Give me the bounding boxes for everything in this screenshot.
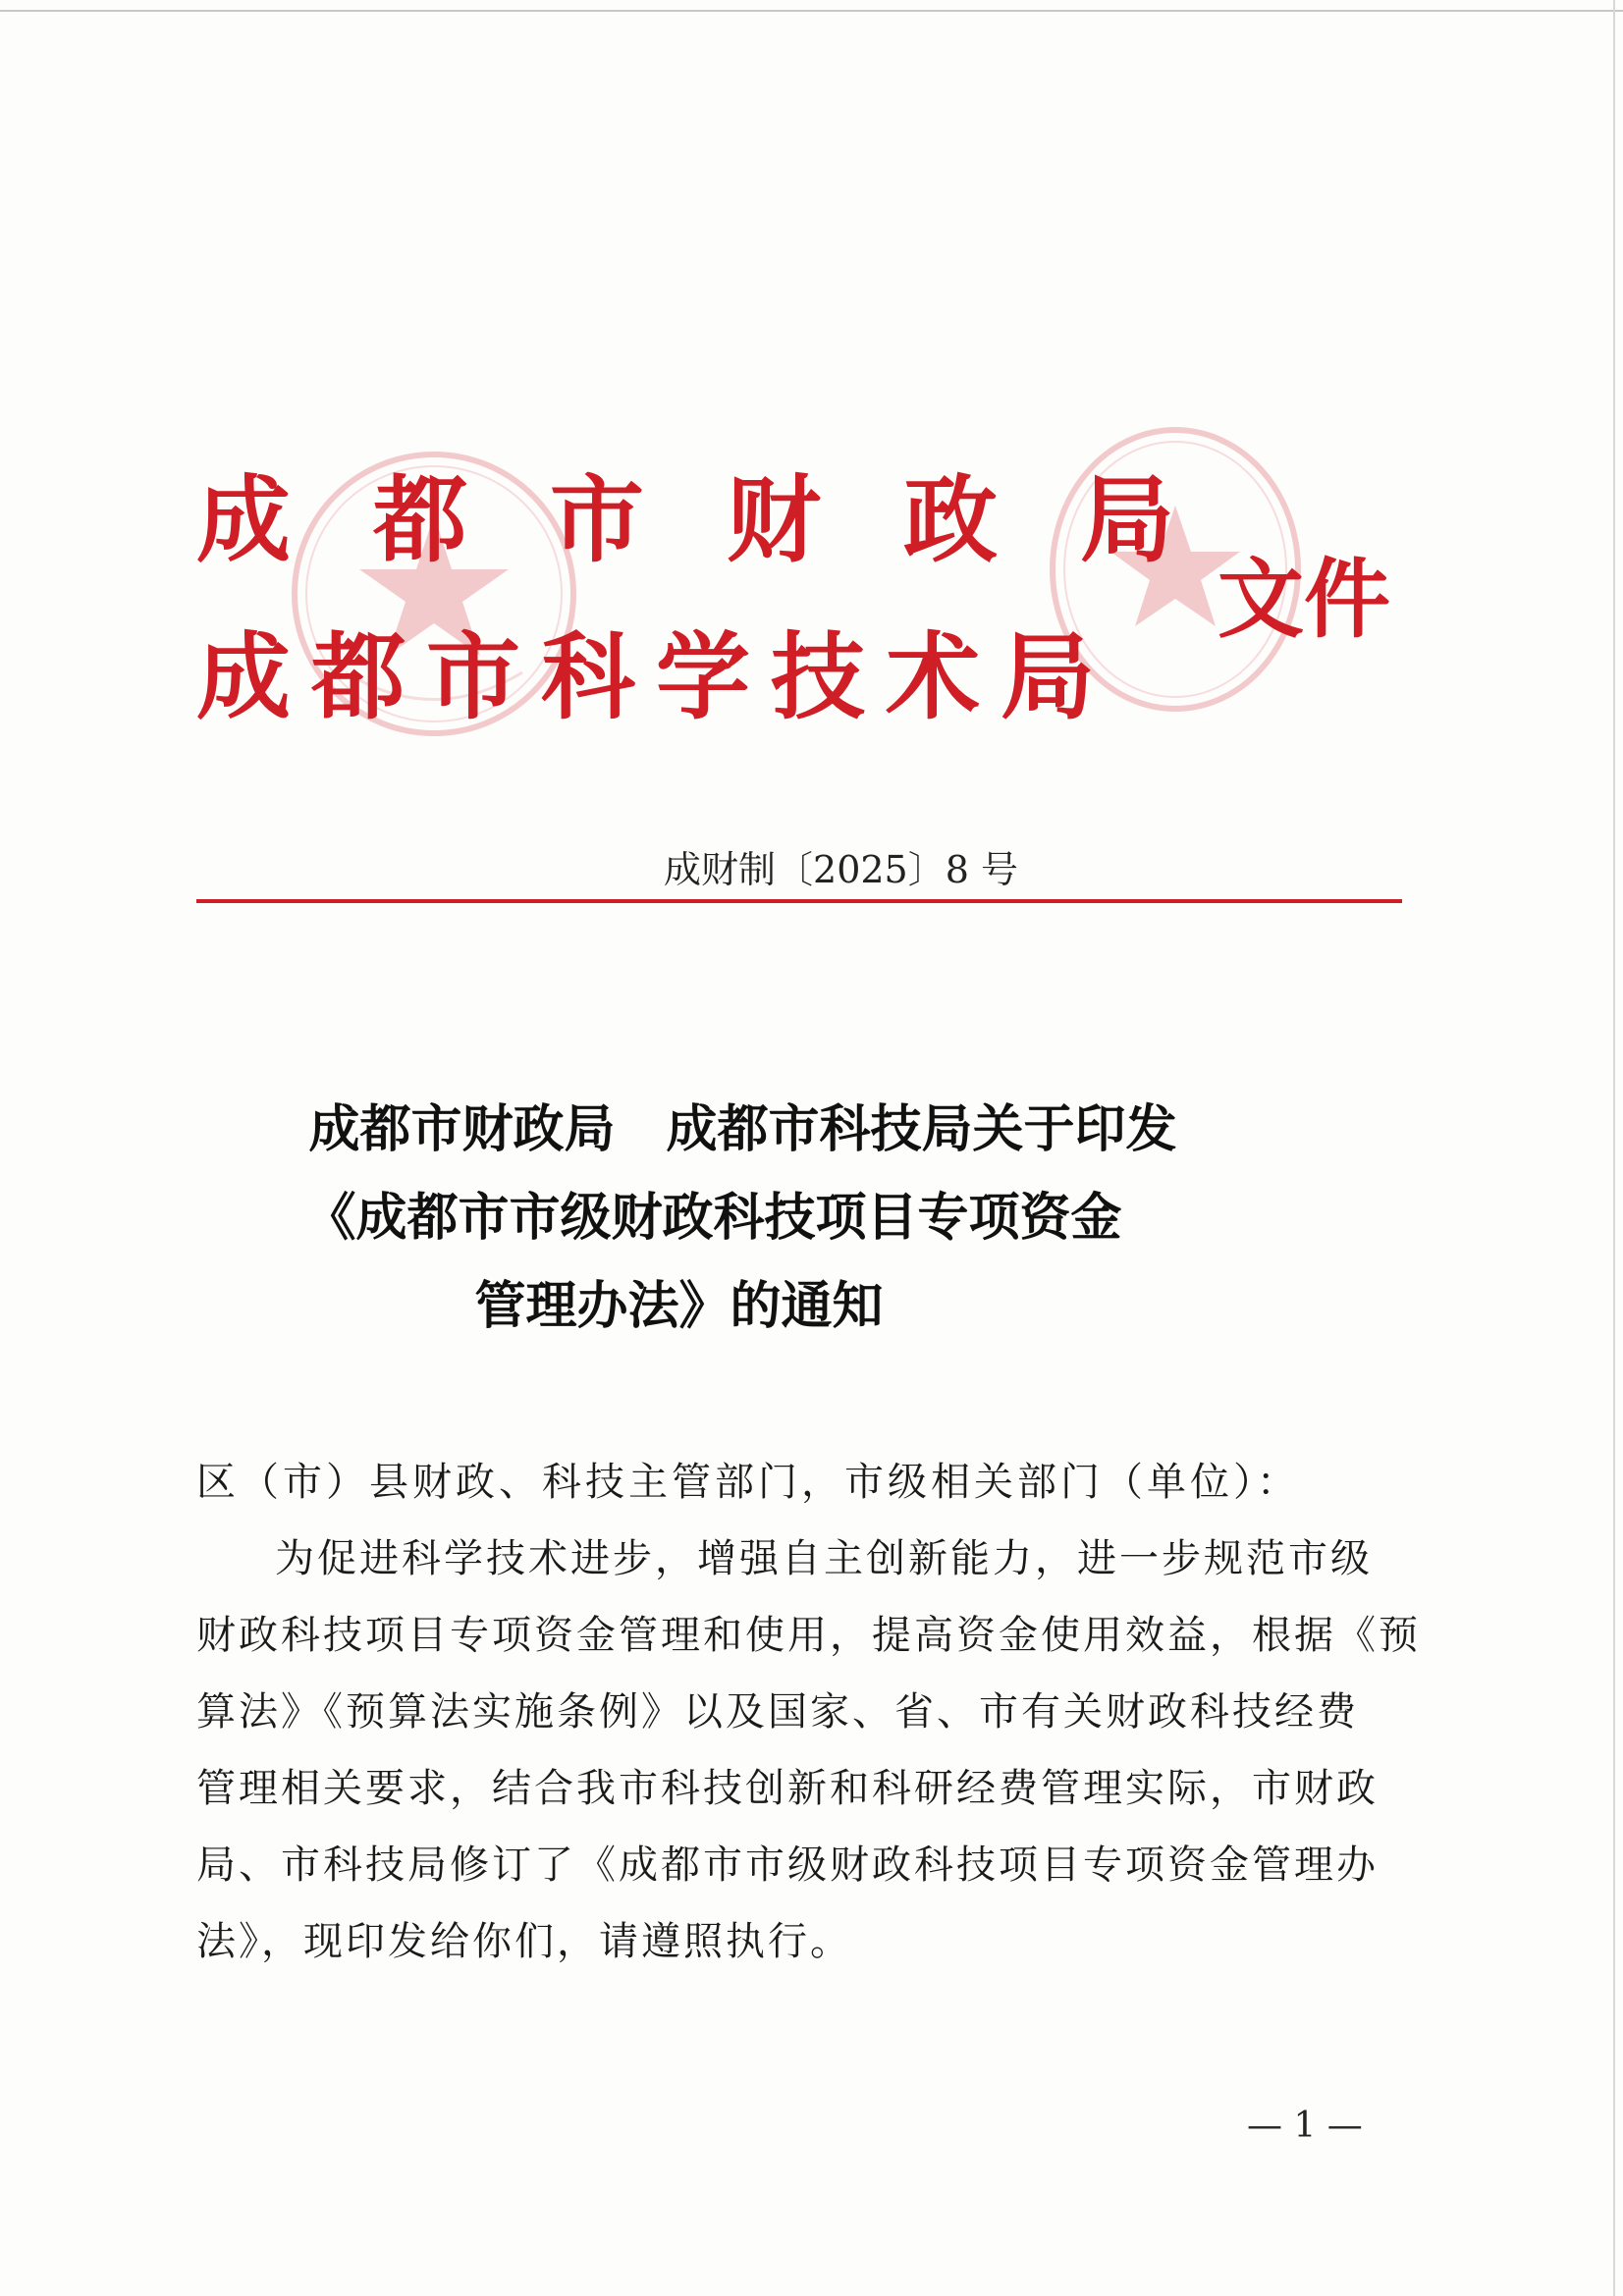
body-line: 局、市科技局修订了《成都市市级财政科技项目专项资金管理办	[196, 1842, 1379, 1888]
body-line: 法》，现印发给你们，请遵照执行。	[196, 1919, 852, 1964]
issuer-char: 市	[426, 621, 520, 732]
issuer-char: 成	[196, 464, 291, 575]
addressee-line: 区（市）县财政、科技主管部门，市级相关部门（单位）：	[196, 1460, 1300, 1505]
issuer-char: 政	[903, 464, 998, 575]
issuer-line-science-bureau	[196, 623, 1115, 731]
document-title-line-2: 《成都市市级财政科技项目专项资金	[304, 1188, 1122, 1248]
document-suffix: 文件	[1217, 548, 1391, 650]
issuer-char: 财	[727, 464, 821, 575]
issuer-char: 成	[196, 621, 291, 732]
document-title-line-3: 管理办法》的通知	[474, 1276, 884, 1336]
issuer-char: 局	[1080, 464, 1174, 575]
document-title-line-1: 成都市财政局 成都市科技局关于印发	[308, 1099, 1177, 1159]
body-line: 管理相关要求，结合我市科技创新和科研经费管理实际，市财政	[196, 1766, 1379, 1811]
issuer-line-finance-bureau	[196, 466, 1257, 574]
page-number: — 1 —	[1247, 2106, 1363, 2146]
issuer-char: 市	[550, 464, 644, 575]
body-line: 算法》《预算法实施条例》以及国家、省、市有关财政科技经费	[196, 1689, 1359, 1735]
issuer-char: 局	[1001, 621, 1095, 732]
issuer-char: 技	[771, 621, 865, 732]
body-line: 财政科技项目专项资金管理和使用，提高资金使用效益，根据《预	[196, 1613, 1421, 1658]
body-line: 为促进科学技术进步，增强自主创新能力，进一步规范市级	[275, 1536, 1373, 1581]
issuer-char: 都	[311, 621, 406, 732]
issuer-char: 科	[541, 621, 635, 732]
issuer-char: 都	[373, 464, 467, 575]
document-number: 成财制〔2025〕8 号	[664, 848, 1018, 891]
red-divider	[196, 899, 1402, 903]
scan-top-edge	[0, 10, 1623, 12]
issuer-char: 术	[886, 621, 980, 732]
issuer-char: 学	[656, 621, 750, 732]
